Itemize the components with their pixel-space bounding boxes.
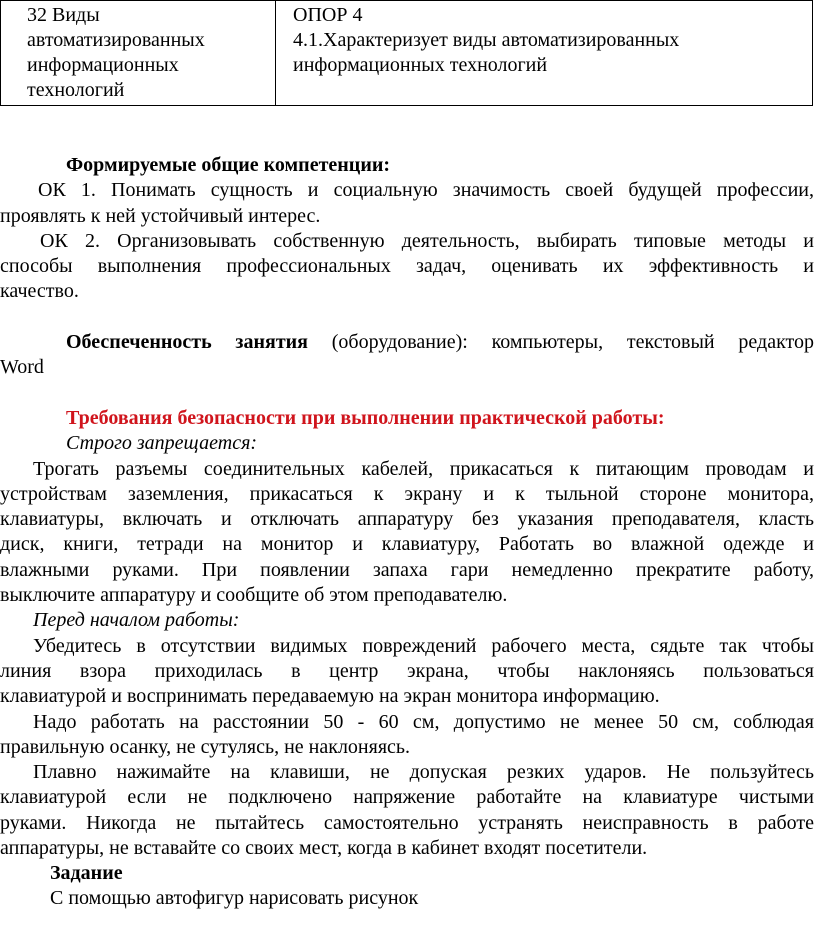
- keys-line: аппаратуры, не вставайте со своих мест, когда в кабинет входят посетители.: [0, 837, 648, 860]
- forbidden-line: устройствам заземления, прикасаться к экрану и к тыльной стороне монитора,: [0, 482, 814, 505]
- topic-line: информационных: [27, 54, 179, 76]
- opor-line: ОПОР 4: [293, 4, 363, 26]
- topic-cell: [1, 1, 276, 106]
- ok1-line: проявлять к ней устойчивый интерес.: [0, 204, 321, 227]
- equipment-label: Обеспеченность занятия: [66, 331, 308, 353]
- equipment-section: [0, 330, 814, 381]
- topic-line: 32 Виды: [27, 4, 100, 26]
- keys-line: Плавно нажимайте на клавиши, не допуская резких ударов. Не пользуйтесь: [33, 761, 814, 784]
- before-line: клавиатурой и воспринимать передаваемую на экран монитора информацию.: [0, 685, 660, 708]
- forbidden-heading: Строго запрещается:: [66, 432, 258, 455]
- task-section: [0, 861, 814, 912]
- ok2-line: ОК 2. Организовывать собственную деятельность, выбирать типовые методы и: [40, 229, 814, 252]
- before-line: Убедитесь в отсутствии видимых повреждений рабочего места, сядьте так чтобы: [33, 634, 814, 657]
- before-line: линия взора приходилась в центр экрана, чтобы наклоняясь пользоваться: [0, 659, 814, 682]
- task-title: Задание: [50, 862, 123, 884]
- topic-line: технологий: [27, 79, 125, 101]
- distance-line: правильную осанку, не сутулясь, не наклоняясь.: [0, 735, 411, 758]
- competencies-section: [0, 153, 814, 305]
- safety-title: Требования безопасности при выполнении практической работы:: [66, 407, 665, 429]
- opor-cell: [276, 1, 813, 106]
- competencies-title: Формируемые общие компетенции:: [66, 154, 391, 176]
- keys-line: клавиатурой если не подключено напряжение работайте на клавиатуре чистыми: [0, 786, 814, 809]
- topic-line: автоматизированных: [27, 29, 205, 51]
- task-text: С помощью автофигур нарисовать рисунок: [50, 887, 419, 910]
- keys-line: руками. Никогда не пытайтесь самостоятельно устранять неисправность в работе: [0, 811, 814, 834]
- opor-line: 4.1.Характеризует виды автоматизированных: [293, 29, 680, 51]
- header-table: [0, 0, 813, 106]
- before-work-heading: Перед началом работы:: [33, 609, 240, 632]
- forbidden-line: Трогать разъемы соединительных кабелей, прикасаться к питающим проводам и: [33, 457, 814, 480]
- equipment-text: (оборудование): компьютеры, текстовый редактор: [308, 331, 814, 353]
- opor-line: информационных технологий: [293, 54, 548, 76]
- forbidden-line: диск, книги, тетради на монитор и клавиатуру, Работать во влажной одежде и: [0, 533, 814, 556]
- equipment-line-2: Word: [0, 356, 44, 379]
- equipment-line: [0, 330, 814, 355]
- ok2-line: способы выполнения профессиональных задач, оценивать их эффективность и: [0, 255, 814, 278]
- ok2-line: качество.: [0, 280, 79, 303]
- safety-section: [0, 406, 814, 861]
- forbidden-line: влажными руками. При появлении запаха гари немедленно прекратите работу,: [0, 558, 814, 581]
- forbidden-line: выключите аппаратуру и сообщите об этом преподавателю.: [0, 584, 508, 607]
- forbidden-line: клавиатуры, включать и отключать аппаратуру без указания преподавателя, класть: [0, 508, 814, 531]
- ok1-line: ОК 1. Понимать сущность и социальную значимость своей будущей профессии,: [38, 179, 814, 202]
- distance-line: Надо работать на расстоянии 50 - 60 см, допустимо не менее 50 см, соблюдая: [33, 710, 814, 733]
